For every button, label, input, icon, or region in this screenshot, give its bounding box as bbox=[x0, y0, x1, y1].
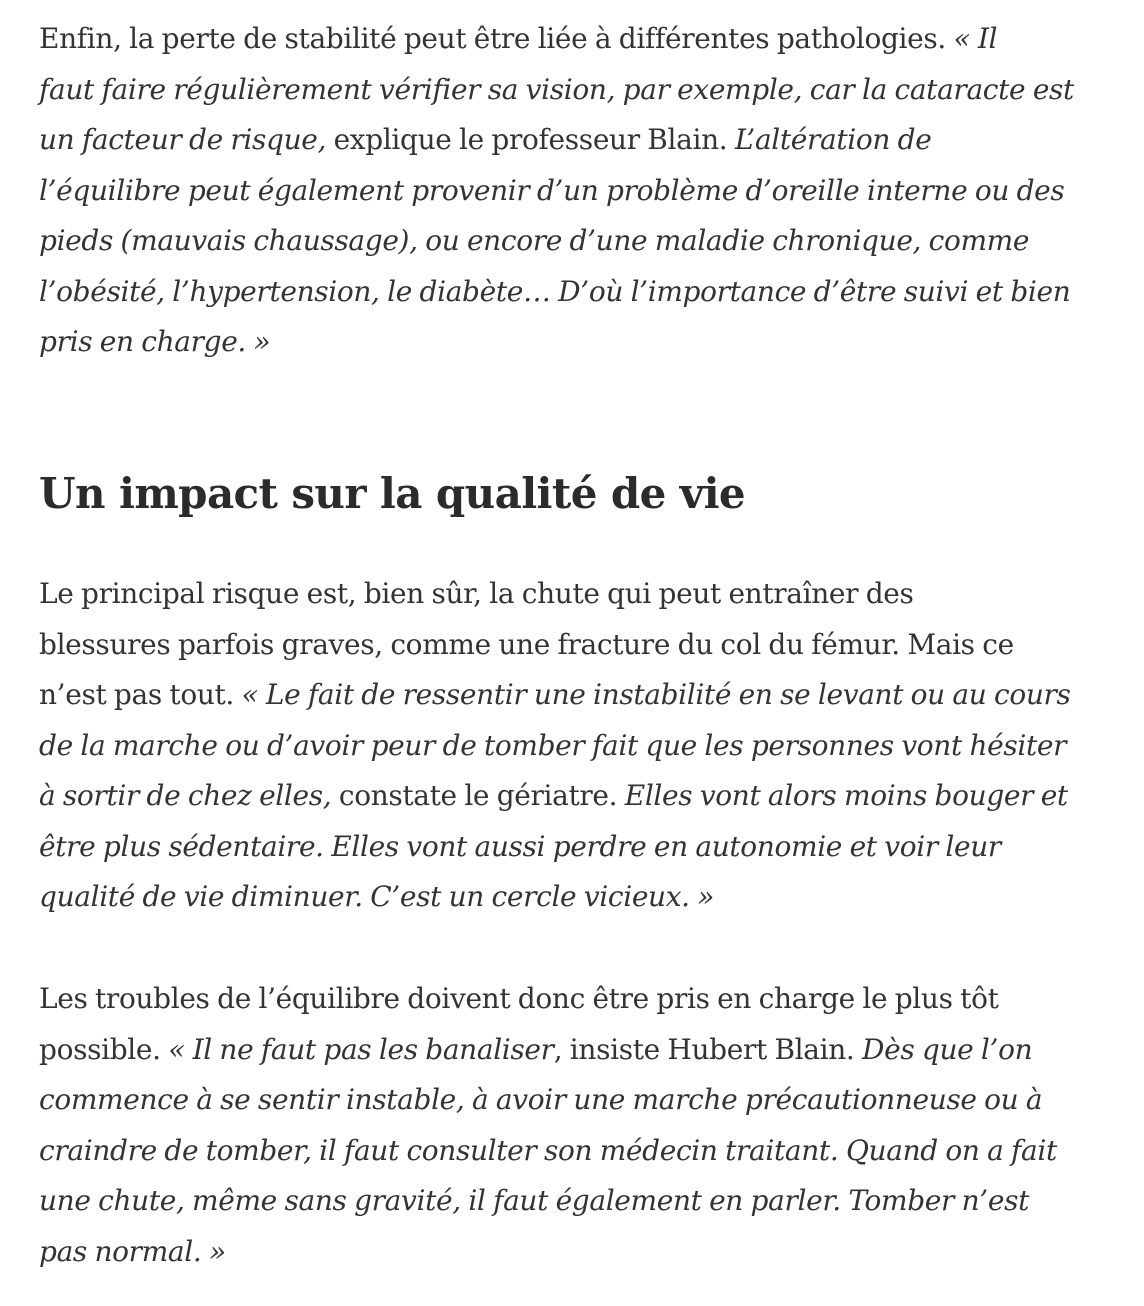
quote-text: pieds (mauvais chaussage), ou encore d’une maladie chronique, comme bbox=[39, 224, 1030, 257]
text-line bbox=[39, 822, 1109, 873]
text-line bbox=[39, 670, 1109, 721]
quote-text: l’équilibre peut également provenir d’un problème d’oreille interne ou des bbox=[39, 173, 1065, 207]
text-line bbox=[39, 569, 1109, 620]
text-line bbox=[39, 974, 1109, 1025]
body-text: Enfin, la perte de stabilité peut être liée à différentes pathologies. bbox=[39, 22, 954, 55]
text-line bbox=[39, 1126, 1109, 1177]
paragraph-early-care bbox=[39, 974, 1109, 1277]
paragraph-main-risk bbox=[39, 569, 1109, 923]
body-text: explique le professeur Blain. bbox=[326, 123, 735, 156]
quote-text: Elles vont alors moins bouger et bbox=[624, 779, 1068, 812]
text-line bbox=[39, 216, 1109, 267]
text-line bbox=[39, 166, 1109, 217]
text-line bbox=[39, 1227, 1109, 1278]
text-line bbox=[39, 65, 1109, 116]
quote-text: un facteur de risque, bbox=[39, 123, 327, 156]
text-line bbox=[39, 1075, 1109, 1126]
quote-text: Dès que l’on bbox=[862, 1032, 1033, 1066]
quote-text: l’obésité, l’hypertension, le diabète… D’où l’importance d’être suivi et bien bbox=[39, 274, 1071, 308]
quote-text: être plus sédentaire. Elles vont aussi perdre en autonomie et voir leur bbox=[39, 829, 1001, 863]
text-line bbox=[39, 872, 1109, 923]
quote-text: « Le fait de ressentir une instabilité en se levant ou au cours bbox=[241, 678, 1071, 711]
quote-text: craindre de tomber, il faut consulter son médecin traitant. Quand on a fait bbox=[39, 1133, 1057, 1167]
text-line bbox=[39, 620, 1109, 671]
section-heading: Un impact sur la qualité de vie bbox=[39, 469, 746, 518]
quote-text: de la marche ou d’avoir peur de tomber fait que les personnes vont hésiter bbox=[39, 728, 1067, 762]
body-text: n’est pas tout. bbox=[39, 678, 242, 711]
text-line bbox=[39, 1176, 1109, 1227]
body-text: Le principal risque est, bien sûr, la chute qui peut entraîner des bbox=[39, 577, 914, 610]
body-text: , insiste Hubert Blain. bbox=[553, 1032, 863, 1066]
text-line bbox=[39, 317, 1109, 368]
text-line bbox=[39, 721, 1109, 772]
quote-text: « Il ne faut pas les banaliser bbox=[168, 1032, 554, 1066]
paragraph-pathologies bbox=[39, 14, 1109, 368]
quote-text: faut faire régulièrement vérifier sa vision, par exemple, car la cataracte est bbox=[39, 72, 1074, 106]
quote-text: commence à se sentir instable, à avoir une marche précautionneuse ou à bbox=[39, 1083, 1043, 1116]
quote-text: une chute, même sans gravité, il faut également en parler. Tomber n’est bbox=[39, 1184, 1029, 1217]
text-line bbox=[39, 14, 1109, 65]
quote-text: à sortir de chez elles, bbox=[39, 779, 332, 812]
quote-text: pris en charge. » bbox=[39, 325, 271, 358]
text-line bbox=[39, 1025, 1109, 1076]
quote-text: pas normal. » bbox=[39, 1234, 226, 1268]
body-text: Les troubles de l’équilibre doivent donc être pris en charge le plus tôt bbox=[39, 982, 999, 1015]
text-line bbox=[39, 771, 1109, 822]
text-line bbox=[39, 115, 1109, 166]
body-text: constate le gériatre. bbox=[331, 779, 625, 812]
quote-text: qualité de vie diminuer. C’est un cercle vicieux. » bbox=[39, 880, 715, 913]
quote-text: L’altération de bbox=[734, 123, 932, 156]
text-line bbox=[39, 267, 1109, 318]
quote-text: « Il bbox=[953, 22, 998, 55]
body-text: blessures parfois graves, comme une fracture du col du fémur. Mais ce bbox=[39, 627, 1014, 661]
body-text: possible. bbox=[39, 1032, 169, 1066]
